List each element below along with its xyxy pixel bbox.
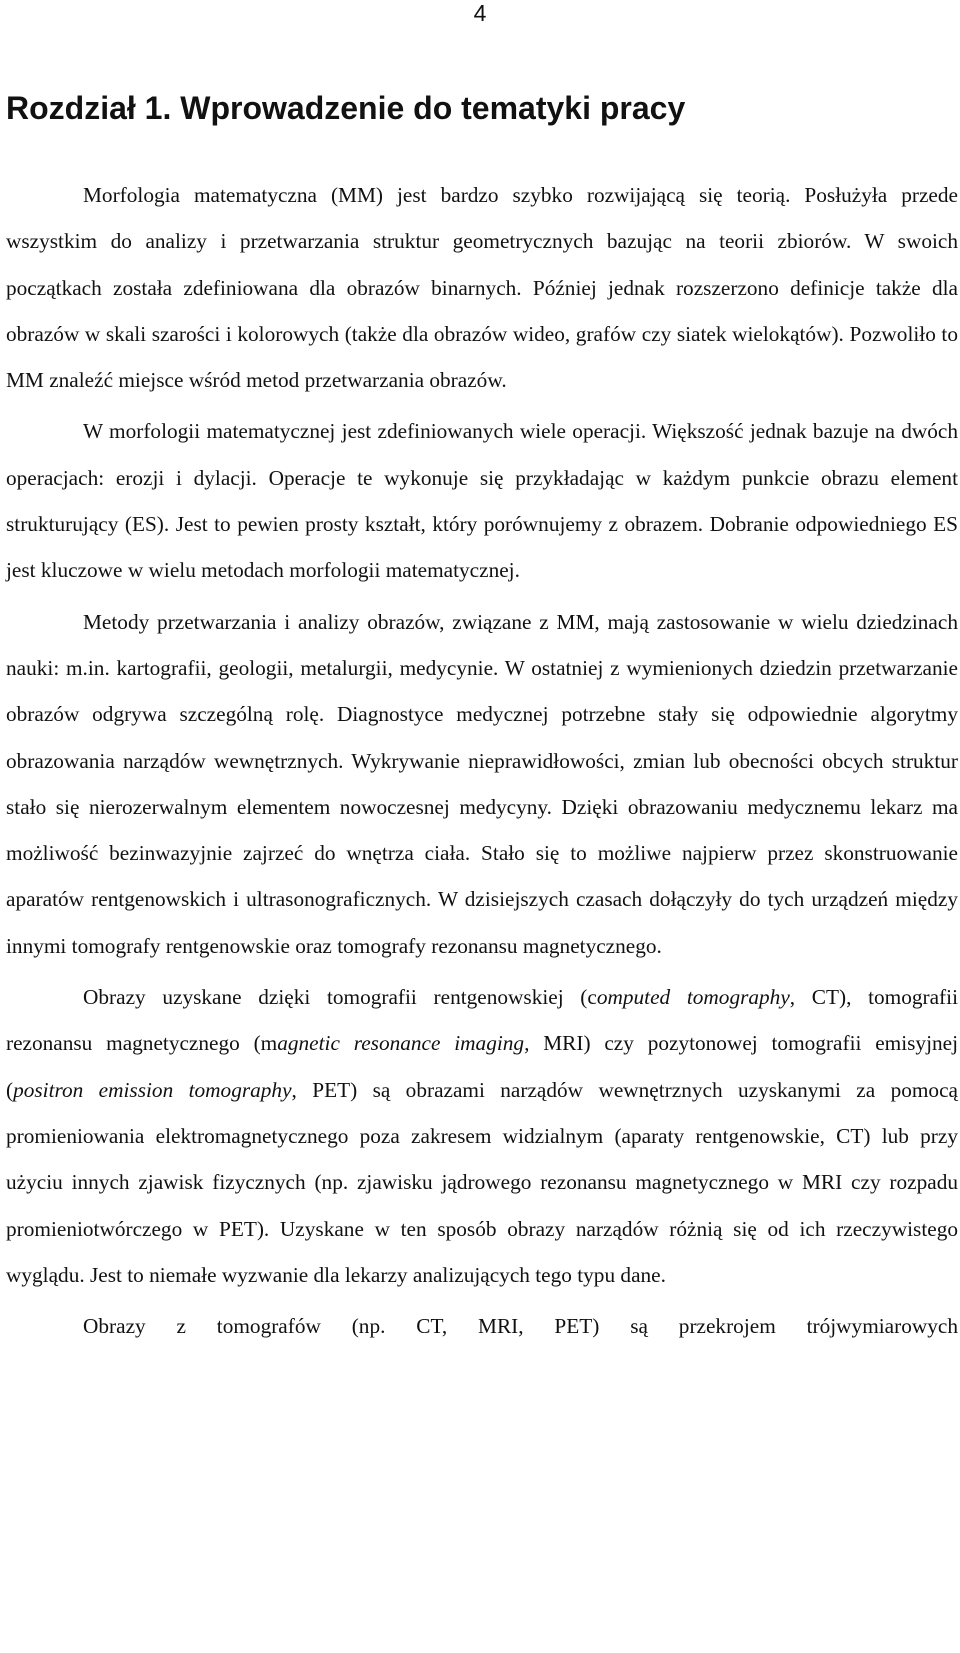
term-magnetic-resonance-imaging: agnetic resonance imaging,: [277, 1031, 530, 1056]
page-number: 4: [473, 0, 487, 26]
tomography-text-2: , CT), tomografii rezonansu magnetycznego (m: [6, 985, 958, 1056]
term-positron-emission-tomography: positron emission tomography: [13, 1077, 292, 1102]
tomography-text-4: , PET) są obrazami narządów wewnętrznych uzyskanymi za pomocą promieniowania elektromagnetycznego poza zakresem widzialnym (aparaty rentgenowskie, CT) lub przy użyciu innych zjawisk fizycznych (np. zjawisku jądrowego rezonansu magnetycznego w MRI czy rozpadu promieniotwórczego w PET). Uzyskane w ten sposób obrazy narządów różnią się od ich rzeczywistego wyglądu. Jest to niemałe wyzwanie dla lekarzy analizujących tego typu dane.: [6, 1077, 958, 1287]
paragraph-applications: Metody przetwarzania i analizy obrazów, związane z MM, mają zastosowanie w wielu dziedzinach nauki: m.in. kartografii, geologii, metalurgii, medycynie. W ostatniej z wymienionych dziedzin przetwarzanie obrazów odgrywa szczególną rolę. Diagnostyce medycznej potrzebne stały się odpowiednie algorytmy obrazowania narządów wewnętrznych. Wykrywanie nieprawidłowości, zmian lub obecności obcych struktur stało się nierozerwalnym elementem nowoczesnej medycyny. Dzięki obrazowaniu medycznemu lekarz ma możliwość bezinwazyjnie zajrzeć do wnętrza ciała. Stało się to możliwe najpierw przez skonstruowanie aparatów rentgenowskich i ultrasonograficznych. W dzisiejszych czasach dołączyły do tych urządzeń między innymi tomografy rentgenowskie oraz tomografy rezonansu magnetycznego.: [6, 609, 958, 958]
paragraph-tomography: [6, 974, 958, 1298]
paragraph-morphology-intro: Morfologia matematyczna (MM) jest bardzo szybko rozwijającą się teorią. Posłużyła przede wszystkim do analizy i przetwarzania struktur geometrycznych bazując na teorii zbiorów. W swoich początkach została zdefiniowana dla obrazów binarnych. Później jednak rozszerzono definicje także dla obrazów w skali szarości i kolorowych (także dla obrazów wideo, grafów czy siatek wielokątów). Pozwoliło to MM znaleźć miejsce wśród metod przetwarzania obrazów.: [6, 183, 958, 393]
paragraph-continued: Obrazy z tomografów (np. CT, MRI, PET) są przekrojem trójwymiarowych: [83, 1314, 958, 1339]
term-computed-tomography: omputed tomography: [596, 985, 790, 1010]
tomography-text-1: Obrazy uzyskane dzięki tomografii rentgenowskiej (c: [83, 985, 597, 1010]
chapter-title: Rozdział 1. Wprowadzenie do tematyki pracy: [6, 90, 686, 126]
paragraph-operations: W morfologii matematycznej jest zdefiniowanych wiele operacji. Większość jednak bazuje na dwóch operacjach: erozji i dylacji. Operacje te wykonuje się przykładając w każdym punkcie obrazu element strukturujący (ES). Jest to pewien prosty kształt, który porównujemy z obrazem. Dobranie odpowiedniego ES jest kluczowe w wielu metodach morfologii matematycznej.: [6, 419, 958, 583]
body-text: [6, 172, 958, 1354]
tomography-text-3: MRI) czy pozytonowej tomografii emisyjnej (: [6, 1031, 959, 1102]
